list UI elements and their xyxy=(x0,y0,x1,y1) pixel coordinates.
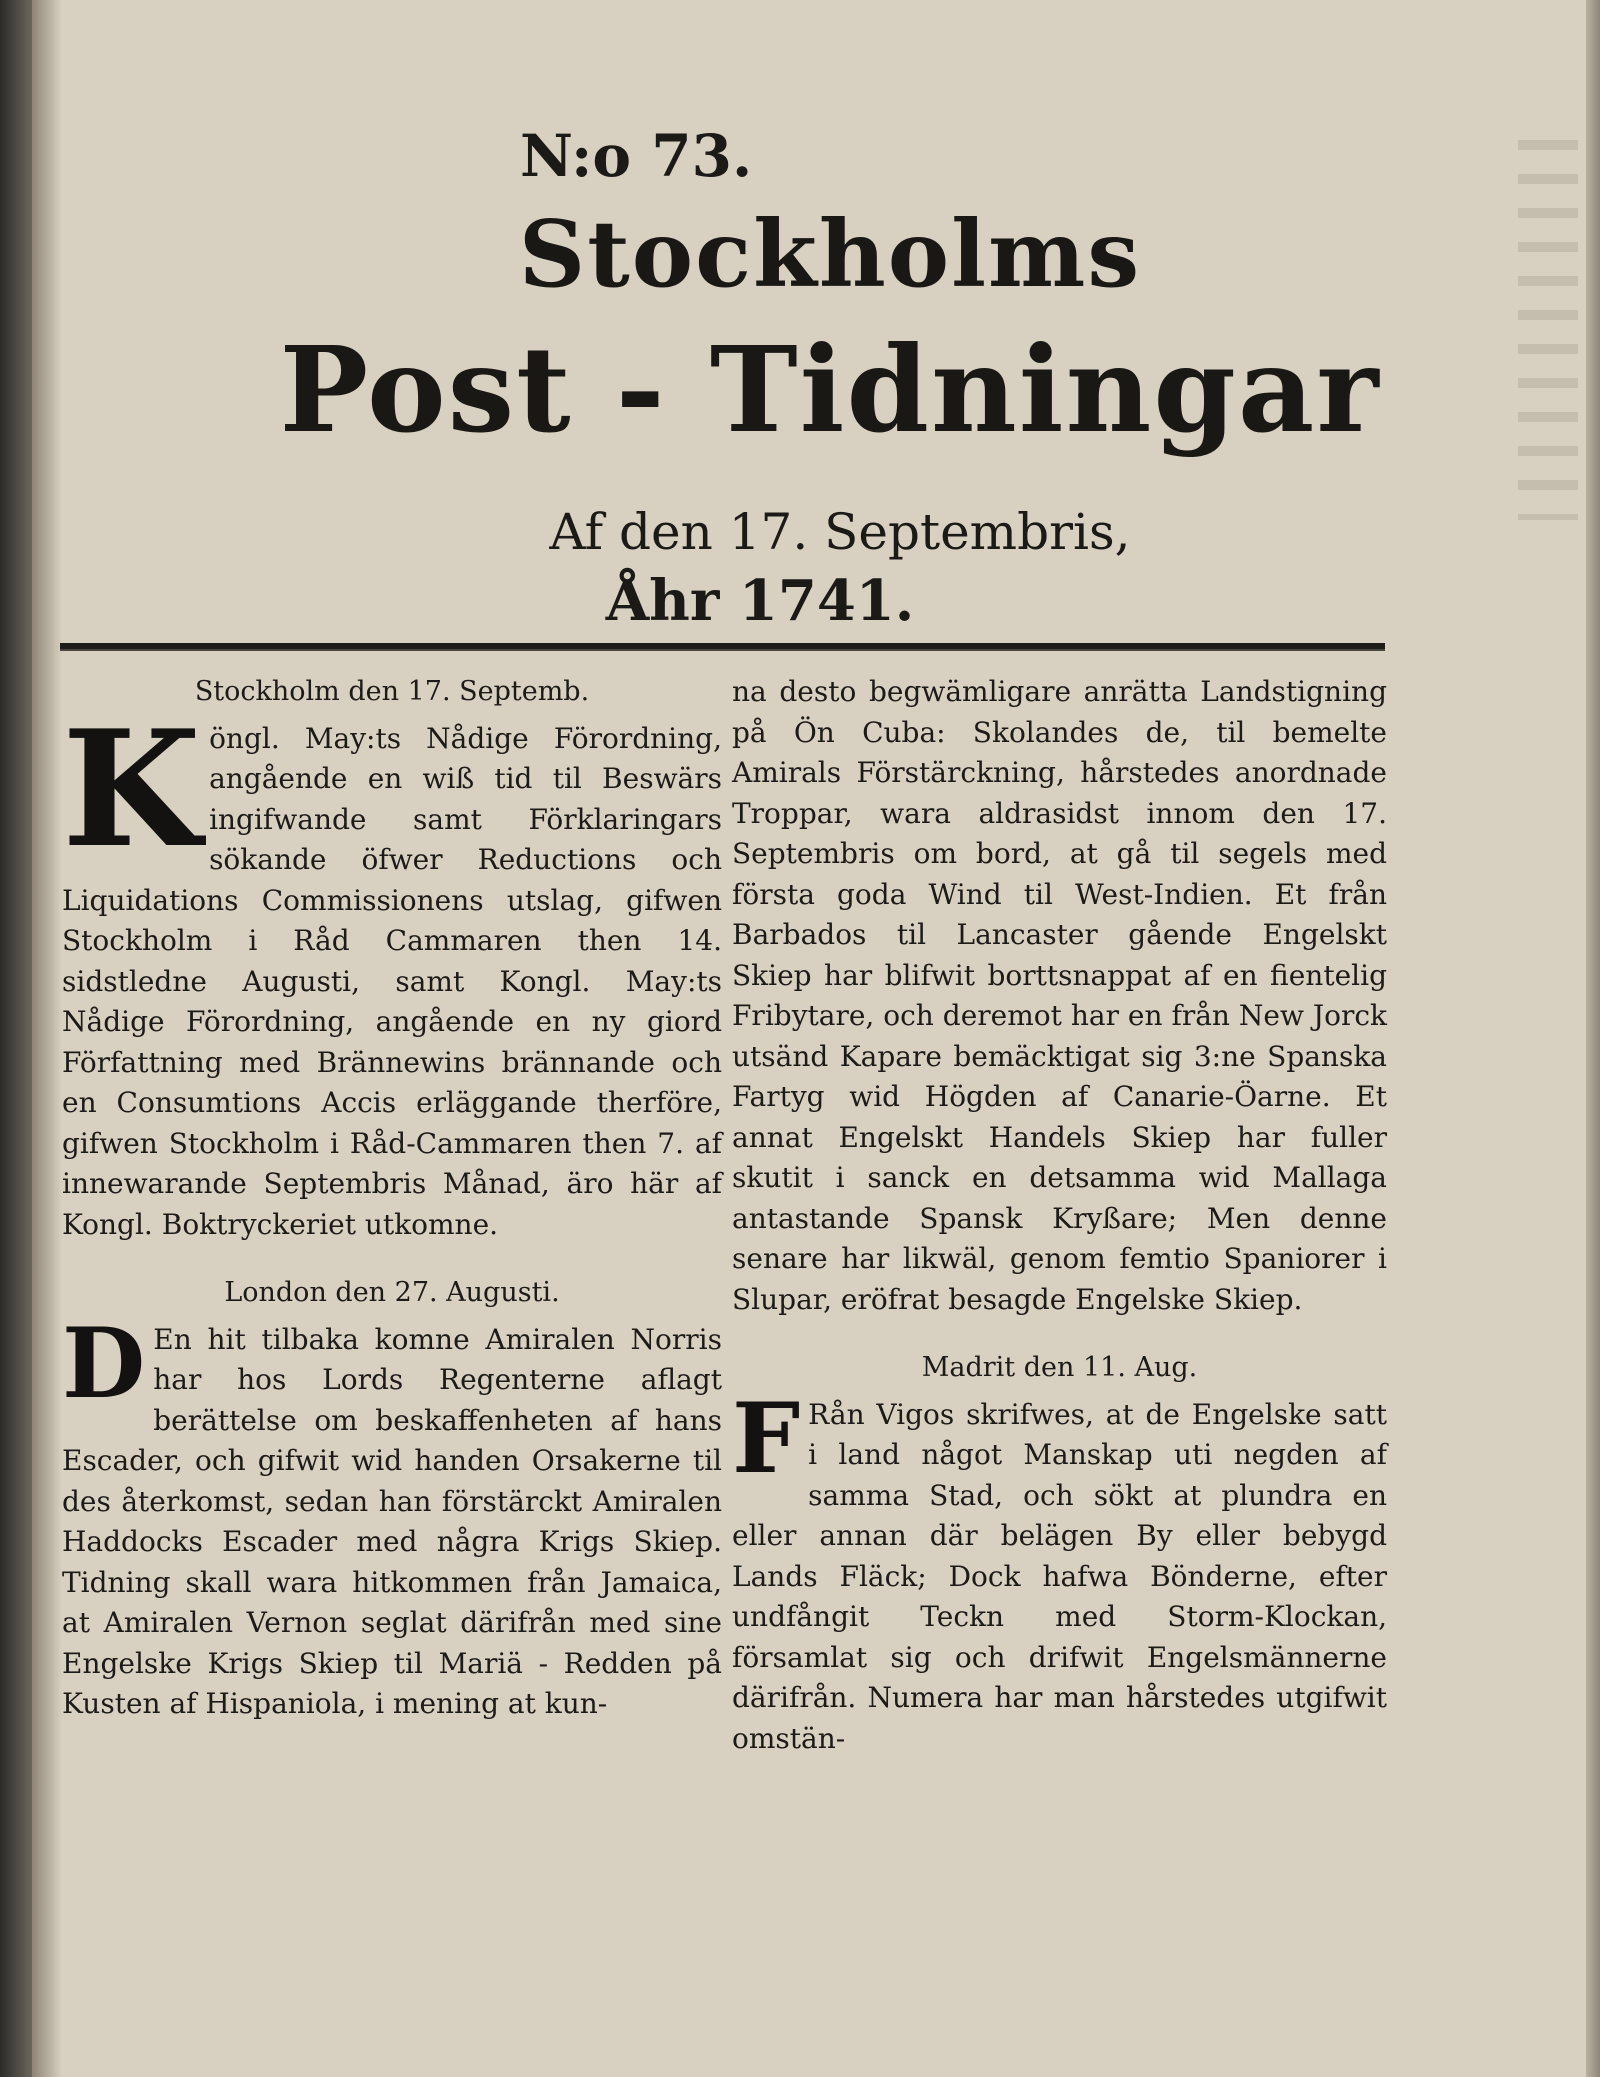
left-column xyxy=(62,672,722,1753)
article-madrid-text: Rån Vigos skrifwes, at de Engelske satt i land något Manskap uti negden af samma Stad, och sökt at plundra en eller annan där belägen By eller bebygd Lands Fläck; Dock hafwa Bönderne, efter undfångit Teckn med Storm-Klockan, församlat sig och drifwit Engelsmännerne därifrån. Numera har man hårstedes utgifwit omstän- xyxy=(732,1397,1387,1755)
dateline-madrid: Madrit den 11. Aug. xyxy=(921,1352,1198,1383)
dropcap-k: K xyxy=(62,694,202,883)
issue-number: N:o 73. xyxy=(520,122,753,190)
issue-date: Af den 17. Septembris, xyxy=(549,503,1131,561)
masthead-title-line2: Post - Tidningar xyxy=(279,320,1381,459)
right-column xyxy=(732,672,1387,1787)
article-london-continued: na desto begwämligare anrätta Landstigning på Ön Cuba: Skolandes de, til bemelte Amirals Förstärckning, hårstedes anordnade Troppar, wara aldrasidst innom den 17. Septembris om bord, at gå til segels med första goda Wind til West-Indien. Et från Barbados til Lancaster gående Engelskt Skiep har blifwit borttsnappat af en fientelig Fribytare, och deremot har en från New Jorck utsänd Kapare bemäcktigat sig 3:ne Spanska Fartyg wid Högden af Canarie-Öarne. Et annat Engelskt Handels Skiep har fuller skutit i sanck en detsamma wid Mallaga antastande Spansk Kryßare; Men denne senare har likwäl, genom femtio Spaniorer i Slupar, eröfrat besagde Engelske Skiep. xyxy=(732,675,1387,1316)
page-edge xyxy=(1586,0,1600,2077)
article-stockholm xyxy=(62,694,722,1246)
dropcap-d: D xyxy=(62,1306,146,1420)
article-london-text: En hit tilbaka komne Amiralen Norris har hos Lords Regenterne aflagt berättelse om beskaffenheten af hans Escader, och gifwit wid handen Orsakerne til des återkomst, sedan han förstärckt Amiralen Haddocks Escader med några Krigs Skiep. Tidning skall wara hitkommen från Jamaica, at Amiralen Vernon seglat därifrån med sine Engelske Krigs Skiep til Mariä - Redden på Kusten af Hispaniola, i mening at kun- xyxy=(62,1322,722,1720)
issue-year: Åhr 1741. xyxy=(605,568,915,634)
article-madrid xyxy=(732,1381,1387,1760)
dateline-london: London den 27. Augusti. xyxy=(224,1277,560,1308)
masthead-title-line1: Stockholms xyxy=(518,200,1142,308)
article-stockholm-text: öngl. May:ts Nådige Förordning, angående en wiß tid til Beswärs ingifwande samt Förklaringars sökande öfwer Reductions och Liquidations Commissionens utslag, gifwen Stockholm i Råd Cammaren then 14. sidstledne Augusti, samt Kongl. May:ts Nådige Förordning, angående en ny giord Författning med Brännewins brännande och en Consumtions Accis erläggande therföre, gifwen Stockholm i Råd-Cammaren then 7. af innewarande Septembris Månad, äro här af Kongl. Boktryckeriet utkomne. xyxy=(62,721,722,1241)
article-london xyxy=(62,1306,722,1725)
book-spine xyxy=(0,0,32,2077)
masthead-rule xyxy=(60,643,1385,651)
dropcap-f: F xyxy=(732,1381,801,1495)
dateline-stockholm: Stockholm den 17. Septemb. xyxy=(194,676,590,707)
gutter-shadow xyxy=(32,0,62,2077)
